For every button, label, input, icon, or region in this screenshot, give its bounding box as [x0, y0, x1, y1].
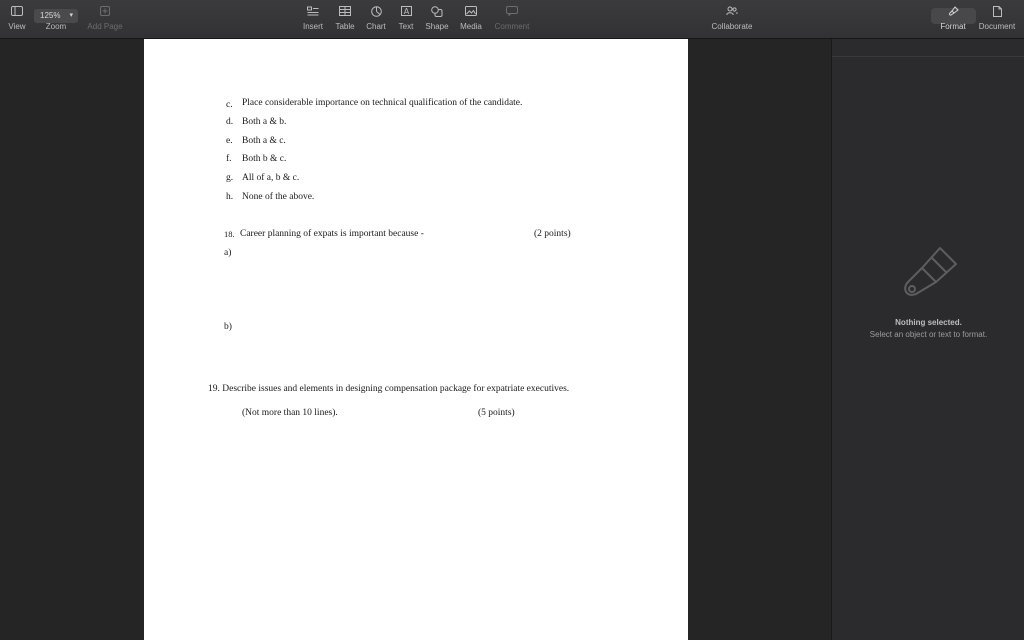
option-text: None of the above. — [242, 192, 315, 202]
svg-text:A: A — [403, 7, 409, 16]
insert-label: Insert — [302, 22, 323, 31]
option-text: Both b & c. — [242, 154, 287, 164]
question-19-note: (Not more than 10 lines). — [242, 408, 338, 418]
zoom-label-item — [40, 0, 72, 39]
question-18-points: (2 points) — [534, 229, 571, 239]
add-page-button[interactable] — [85, 0, 125, 39]
media-button[interactable] — [458, 0, 484, 39]
toolbar — [0, 0, 1024, 39]
view-button[interactable] — [6, 0, 28, 39]
shape-icon — [431, 6, 443, 17]
chart-icon — [371, 6, 382, 17]
option-marker: e. — [226, 136, 233, 146]
question-19-points: (5 points) — [478, 408, 515, 418]
media-icon — [465, 6, 477, 16]
collaborate-label: Collaborate — [711, 22, 753, 31]
option-text: Place considerable importance on technical qualification of the candidate. — [242, 98, 523, 108]
table-button[interactable] — [333, 0, 357, 39]
option-text: Both a & c. — [242, 136, 286, 146]
option-marker: c. — [226, 100, 233, 110]
chart-label: Chart — [366, 22, 386, 31]
option-marker: h. — [226, 192, 234, 202]
add-page-label: Add Page — [87, 22, 123, 31]
format-label: Format — [940, 22, 966, 31]
shape-button[interactable] — [424, 0, 450, 39]
option-marker: f. — [226, 154, 232, 164]
collaborate-button[interactable] — [708, 0, 756, 39]
document-button[interactable] — [976, 0, 1018, 39]
nothing-selected-title: Nothing selected. — [895, 318, 962, 327]
answer-a-label: a) — [224, 248, 232, 258]
question-18-number: 18. — [224, 229, 235, 239]
zoom-value: 125% — [40, 11, 61, 20]
option-marker: d. — [226, 117, 234, 127]
view-label: View — [8, 22, 26, 31]
text-box-icon — [401, 6, 412, 16]
shape-label: Shape — [425, 22, 449, 31]
comment-button[interactable] — [492, 0, 532, 39]
table-icon — [339, 6, 351, 16]
option-text: All of a, b & c. — [242, 173, 300, 183]
nothing-selected-subtitle: Select an object or text to format. — [869, 330, 988, 339]
text-label: Text — [398, 22, 414, 31]
answer-b-label: b) — [224, 322, 232, 332]
sidebar-icon — [11, 6, 23, 16]
document-page[interactable] — [144, 39, 688, 640]
option-text: Both a & b. — [242, 117, 287, 127]
table-label: Table — [335, 22, 355, 31]
add-page-icon — [100, 6, 110, 16]
question-19-text: 19. Describe issues and elements in designing compensation package for expatriate executives. — [208, 384, 570, 394]
chart-button[interactable] — [364, 0, 388, 39]
text-button[interactable] — [395, 0, 417, 39]
comment-icon — [506, 6, 518, 16]
chevron-down-icon: ▾ — [69, 12, 73, 19]
comment-label: Comment — [494, 22, 530, 31]
insert-button[interactable] — [300, 0, 326, 39]
format-button[interactable] — [936, 0, 970, 39]
collaborate-icon — [726, 6, 738, 16]
document-icon — [993, 6, 1002, 17]
paintbrush-icon — [898, 244, 960, 306]
option-marker: g. — [226, 173, 234, 183]
format-inspector — [831, 39, 1024, 640]
inspector-divider — [832, 56, 1024, 57]
insert-icon — [307, 6, 319, 16]
paintbrush-icon — [948, 6, 959, 17]
question-18-text: Career planning of expats is important because - — [240, 229, 424, 239]
zoom-label: Zoom — [45, 22, 67, 31]
media-label: Media — [460, 22, 482, 31]
document-label: Document — [978, 22, 1016, 31]
